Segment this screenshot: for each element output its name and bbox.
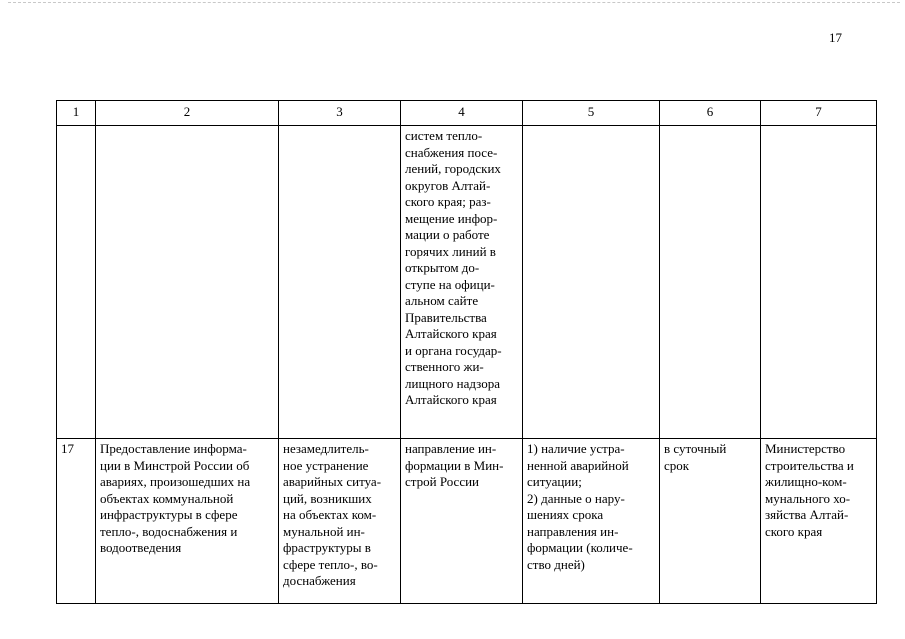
table-cell-goal: [279, 439, 401, 604]
cell-text: систем тепло- снабжения посе- лений, городских округов Алтай- ского края; раз- мещение инфор- мации о работе горячих линий в открытом до- ступе на офици- альном сайте Правительства Алтайского края и органа государ- ственного жи- лищного надзора Алтайского края: [405, 128, 502, 407]
table-row-continuation: [57, 126, 877, 439]
cell-text: направление ин- формации в Мин- строй России: [405, 441, 504, 489]
column-header-3: 3: [279, 101, 401, 126]
table-cell: [660, 126, 761, 439]
table-cell-responsible: [761, 439, 877, 604]
table-cell: [57, 126, 96, 439]
page-number: 17: [829, 30, 842, 45]
table-row-17: [57, 439, 877, 604]
table-cell-indicators: [523, 439, 660, 604]
column-header-5: 5: [523, 101, 660, 126]
table-cell: [523, 126, 660, 439]
table-cell-measure: [96, 439, 279, 604]
table-cell-number: [57, 439, 96, 604]
document-table: [56, 100, 877, 604]
column-header-6: 6: [660, 101, 761, 126]
row-number: 17: [61, 441, 74, 456]
column-header-2: 2: [96, 101, 279, 126]
column-header-7: 7: [761, 101, 877, 126]
cell-text: в суточный срок: [664, 441, 727, 473]
cell-text: незамедлитель- ное устранение аварийных ситуа- ций, возникших на объектах ком- мунальной ин- фраструктуры в сфере тепло-, во- доснабжения: [283, 441, 382, 588]
table-cell: [761, 126, 877, 439]
table-cell-deadline: [660, 439, 761, 604]
table-cell-action: [401, 439, 523, 604]
table-cell: [401, 126, 523, 439]
scan-edge-line: [8, 2, 900, 3]
cell-text: Предоставление информа- ции в Минстрой России об авариях, произошедших на объектах коммунальной инфраструктуры в сфере тепло-, водоснабжения и водоотведения: [100, 441, 251, 555]
table-cell: [279, 126, 401, 439]
column-header-4: 4: [401, 101, 523, 126]
table-cell: [96, 126, 279, 439]
header-row: [57, 101, 877, 126]
cell-text: Министерство строительства и жилищно-ком- мунального хо- зяйства Алтай- ского края: [765, 441, 854, 539]
cell-text: 1) наличие устра- ненной аварийной ситуации; 2) данные о нару- шениях срока направления ин- формации (количе- ство дней): [527, 441, 633, 572]
column-header-1: 1: [57, 101, 96, 126]
